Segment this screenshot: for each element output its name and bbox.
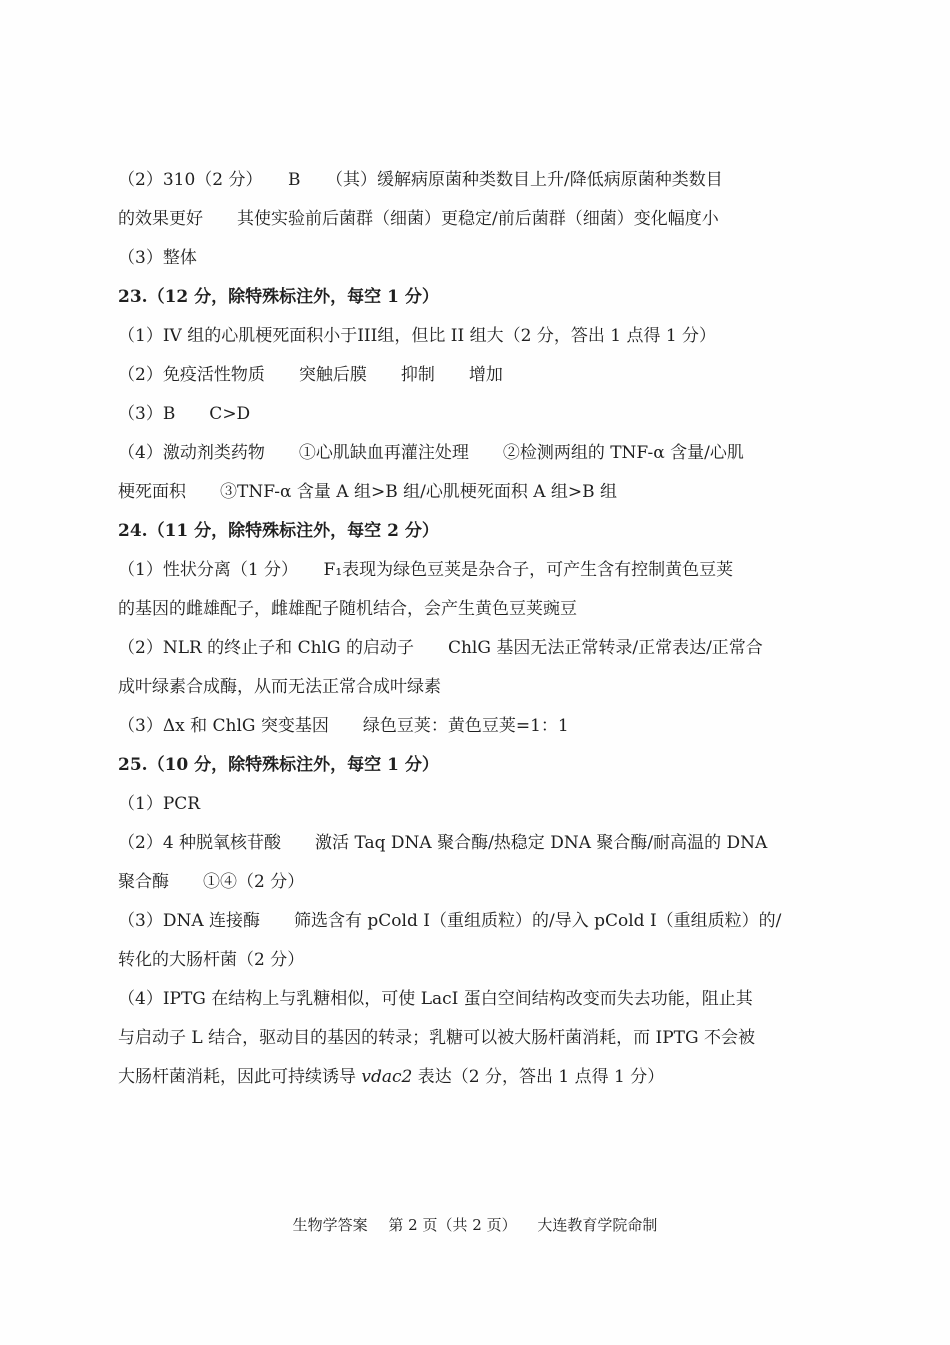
- answer-line: （2）310（2 分） B （其）缓解病原菌种类数目上升/降低病原菌种类数目: [118, 170, 723, 190]
- answer-line: （3）Δx 和 ChlG 突变基因 绿色豆荚：黄色豆荚=1：1: [118, 716, 569, 736]
- answer-line: 与启动子 L 结合，驱动目的基因的转录；乳糖可以被大肠杆菌消耗，而 IPTG 不会被: [118, 1028, 755, 1048]
- question-heading-25: 25.（10 分，除特殊标注外，每空 1 分）: [118, 755, 439, 775]
- gene-name: vdac2: [361, 1067, 413, 1087]
- answer-line: （1）性状分离（1 分） F₁表现为绿色豆荚是杂合子，可产生含有控制黄色豆荚: [118, 560, 734, 580]
- answer-line: 的基因的雌雄配子，雌雄配子随机结合，会产生黄色豆荚豌豆: [118, 599, 577, 619]
- answer-line: 转化的大肠杆菌（2 分）: [118, 950, 305, 970]
- answer-line: 梗死面积 ③TNF-α 含量 A 组>B 组/心肌梗死面积 A 组>B 组: [118, 482, 618, 502]
- answer-line: （4）IPTG 在结构上与乳糖相似，可使 LacI 蛋白空间结构改变而失去功能，阻止其: [118, 989, 753, 1009]
- answer-line: （3）B C>D: [118, 404, 251, 424]
- question-heading-24: 24.（11 分，除特殊标注外，每空 2 分）: [118, 521, 439, 541]
- answer-line: （3）DNA 连接酶 筛选含有 pCold I（重组质粒）的/导入 pCold I（重组质粒）的/: [118, 911, 782, 931]
- answer-text: 表达（2 分，答出 1 点得 1 分）: [412, 1067, 665, 1087]
- answer-line: （3）整体: [118, 248, 197, 268]
- answer-line: （1）IV 组的心肌梗死面积小于III组，但比 II 组大（2 分，答出 1 点得 1 分）: [118, 326, 717, 346]
- question-heading-23: 23.（12 分，除特殊标注外，每空 1 分）: [118, 287, 439, 307]
- footer-publisher: 大连教育学院命制: [537, 1216, 658, 1234]
- answer-line: 成叶绿素合成酶，从而无法正常合成叶绿素: [118, 677, 441, 697]
- answer-line: 的效果更好 其使实验前后菌群（细菌）更稳定/前后菌群（细菌）变化幅度小: [118, 209, 719, 229]
- page-footer: [0, 1214, 950, 1236]
- answer-text: 大肠杆菌消耗，因此可持续诱导: [118, 1067, 362, 1087]
- answer-line: （1）PCR: [118, 794, 201, 814]
- answer-line: （4）激动剂类药物 ①心肌缺血再灌注处理 ②检测两组的 TNF-α 含量/心肌: [118, 443, 744, 463]
- answer-line: （2）4 种脱氧核苷酸 激活 Taq DNA 聚合酶/热稳定 DNA 聚合酶/耐高温的 DNA: [118, 833, 768, 853]
- answer-line: （2）NLR 的终止子和 ChlG 的启动子 ChlG 基因无法正常转录/正常表达/正常合: [118, 638, 763, 658]
- answer-line: （2）免疫活性物质 突触后膜 抑制 增加: [118, 365, 503, 385]
- answer-line-last: [118, 1065, 830, 1089]
- answer-line: 聚合酶 ①④（2 分）: [118, 872, 305, 892]
- footer-page-number: 第 2 页（共 2 页）: [388, 1216, 517, 1234]
- footer-subject: 生物学答案: [292, 1216, 368, 1234]
